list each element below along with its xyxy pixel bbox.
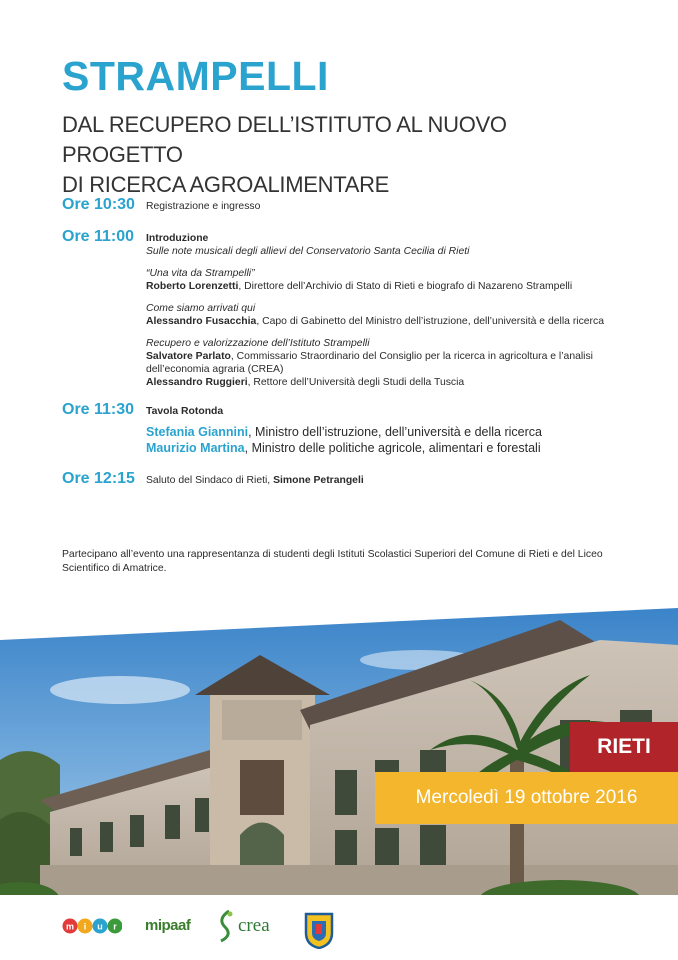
- speaker-name: Roberto Lorenzetti: [146, 281, 239, 292]
- panelist-role: , Ministro dell’istruzione, dell’università e della ricerca: [248, 425, 542, 439]
- note-line: Partecipano all’evento una rappresentanza di studenti degli Istituti Scolastici Superiori del Comune di Rieti e del Liceo: [62, 549, 603, 560]
- talk-speaker-line: [146, 280, 642, 293]
- svg-text:i: i: [83, 921, 87, 932]
- schedule-time: Ore 12:15: [62, 470, 135, 487]
- miur-logo: [62, 917, 122, 940]
- rieti-coat-of-arms-icon: [303, 911, 335, 954]
- talk-title: Recupero e valorizzazione dell’Istituto Strampelli: [146, 338, 370, 349]
- crea-logo-text: crea: [238, 915, 270, 936]
- schedule-text: Saluto del Sindaco di Rieti,: [146, 475, 274, 486]
- speaker-role: , Rettore dell’Università degli Studi della Tuscia: [247, 377, 465, 388]
- schedule-item: [62, 228, 642, 389]
- schedule-time: Ore 11:00: [62, 228, 135, 245]
- date-banner: Mercoledì 19 ottobre 2016: [375, 772, 678, 824]
- speaker-role: , Commissario Straordinario del Consiglio per la ricerca in agricoltura e l’analisi: [230, 351, 593, 362]
- speaker-name: Alessandro Ruggieri: [146, 377, 248, 388]
- crea-logo: [215, 909, 270, 943]
- logo-bar: [0, 905, 678, 960]
- panelist-line: [146, 440, 642, 456]
- crea-leaf-icon: [215, 909, 237, 943]
- talk-speaker-line: [146, 350, 642, 363]
- schedule: [62, 196, 642, 487]
- mipaaf-logo: mipaaf: [145, 917, 191, 934]
- talk-title: “Una vita da Strampelli”: [146, 268, 255, 279]
- panelist-role: , Ministro delle politiche agricole, alimentari e forestali: [244, 441, 541, 455]
- speaker-name: Salvatore Parlato: [146, 351, 231, 362]
- speaker-role: , Direttore dell’Archivio di Stato di Rieti e biografo di Nazareno Strampelli: [238, 281, 573, 292]
- schedule-text-line: [146, 470, 642, 487]
- note-line: Scientifico di Amatrice.: [62, 563, 167, 574]
- schedule-item: [62, 196, 642, 228]
- schedule-heading: Tavola Rotonda: [146, 406, 224, 417]
- svg-text:r: r: [113, 921, 117, 932]
- panelist-line: [146, 424, 642, 440]
- subtitle-line: DI RICERCA AGROALIMENTARE: [62, 172, 390, 197]
- schedule-heading: Introduzione: [146, 233, 209, 244]
- schedule-item: [62, 401, 642, 456]
- panelist-name: Maurizio Martina: [146, 441, 245, 455]
- speaker-role: dell’economia agraria (CREA): [146, 364, 284, 375]
- schedule-item: [62, 470, 642, 487]
- panelist-name: Stefania Giannini: [146, 425, 249, 439]
- talk-title: Come siamo arrivati qui: [146, 303, 256, 314]
- subtitle-line: DAL RECUPERO DELL’ISTITUTO AL NUOVO PROGETTO: [62, 112, 507, 167]
- talk-speaker-line: [146, 376, 642, 389]
- event-subtitle: [62, 110, 622, 200]
- schedule-note: Sulle note musicali degli allievi del Conservatorio Santa Cecilia di Rieti: [146, 246, 470, 257]
- city-banner: RIETI: [570, 722, 678, 772]
- speaker-role: , Capo di Gabinetto del Ministro dell’istruzione, dell’università e della ricerca: [256, 316, 604, 327]
- speaker-name: Alessandro Fusacchia: [146, 316, 257, 327]
- svg-text:m: m: [65, 921, 75, 932]
- schedule-text: Registrazione e ingresso: [146, 201, 261, 212]
- talk-speaker-line: [146, 315, 642, 328]
- svg-text:u: u: [97, 921, 103, 932]
- participation-note: [62, 548, 622, 576]
- event-title: STRAMPELLI: [62, 53, 329, 99]
- schedule-time: Ore 10:30: [62, 196, 135, 213]
- speaker-name: Simone Petrangeli: [273, 475, 364, 486]
- schedule-time: Ore 11:30: [62, 401, 135, 418]
